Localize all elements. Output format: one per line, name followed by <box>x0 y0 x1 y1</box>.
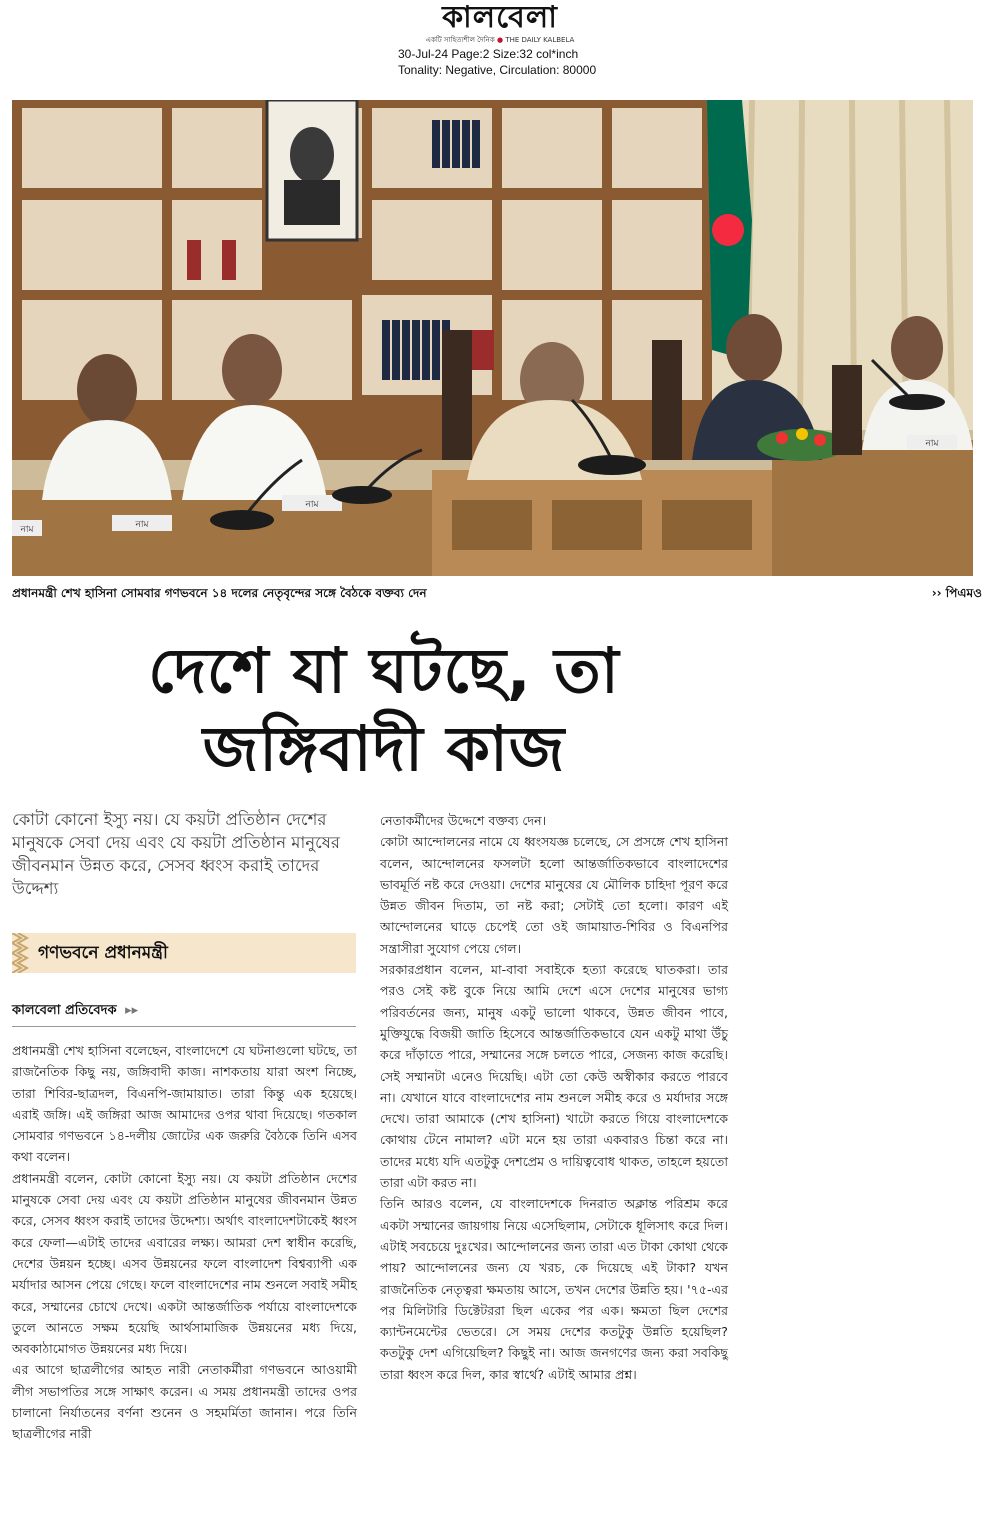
clipping-meta <box>398 46 596 78</box>
tagline-bn: একটি সাহিত্যশীল দৈনিক <box>425 36 495 44</box>
byline <box>12 1001 138 1022</box>
body-column-right <box>380 810 728 1385</box>
body-paragraph: নেতাকর্মীদের উদ্দেশে বক্তব্য দেন। <box>380 813 547 828</box>
name-plate-3: নাম <box>20 525 34 535</box>
masthead-tagline <box>380 36 620 45</box>
photo-credit: ›› পিএমও <box>931 586 982 600</box>
section-label: গণভবনে প্রধানমন্ত্রী <box>38 943 168 963</box>
headline <box>104 632 664 788</box>
name-plate-4: নাম <box>925 439 939 449</box>
byline-arrow-icon: ▸▸ <box>125 1003 139 1018</box>
body-paragraph: সরকারপ্রধান বলেন, মা-বাবা সবাইকে হত্যা করেছে ঘাতকরা। তার পরও সেই কষ্ট বুকে নিয়ে আমি দেশে এসে দেশের মানুষের ভাগ্য পরিবর্তনের জন্য, মানুষ একটু ভালো থাকবে, উন্নত জীবন পাবে, মুক্তিযুদ্ধে বিজয়ী জাতি হিসেবে আন্তর্জাতিকভাবে যেন একটু মাথা উঁচু করে দাঁড়াতে পারে, সম্মানের সঙ্গে চলতে পারে, সেজন্য কাজ করেছি। সেই সম্মানটা এনেও দিয়েছি। এটা তো কেউ অস্বীকার করতে পারবে না। যেখানে যাবে বাংলাদেশের নাম শুনলে সমীহ করে ও মর্যাদার সঙ্গে দেখে। তারা আমাকে (শেখ হাসিনা) খাটো করতে গিয়ে বাংলাদেশকে কোথায় টেনে নামাল? এটা মনে হয় তারা একবারও চিন্তা করে না। তাদের মধ্যে যদি এতটুকু দেশপ্রেম ও দায়িত্ববোধ থাকত, তাহলে হয়তো তারা এটা করত না। <box>380 962 728 1191</box>
name-plate-1: নাম <box>135 520 149 530</box>
section-label-box <box>12 933 356 973</box>
masthead <box>380 0 620 45</box>
meta-line-1: 30-Jul-24 Page:2 Size:32 col*inch <box>398 47 579 61</box>
lede: কোটা কোনো ইস্যু নয়। যে কয়টা প্রতিষ্ঠান দেশের মানুষকে সেবা দেয় এবং যে কয়টা প্রতিষ্ঠান মানুষের জীবনমান উন্নত করে, সেসব ধ্বংস করাই তাদের উদ্দেশ্য <box>12 810 340 898</box>
byline-text: কালবেলা প্রতিবেদক <box>12 1003 117 1018</box>
body-paragraph: কোটা আন্দোলনের নামে যে ধ্বংসযজ্ঞ চলেছে, সে প্রসঙ্গে শেখ হাসিনা বলেন, আন্দোলনের ফসলটা হলো আন্তর্জাতিকভাবে বাংলাদেশের ভাবমূর্তি নষ্ট করে দেওয়া। দেশের মানুষের যে মৌলিক চাহিদা পূরণ করে উন্নত জীবন দিতাম, তা নষ্ট করা; সেটাই তো হলো। কারণ এই আন্দোলনের ঘাড়ে চেপেই তো ওই জামায়াত-শিবির ও বিএনপির সন্ত্রাসীরা সুযোগ পেয়ে গেল। <box>380 834 728 956</box>
byline-divider <box>12 1026 356 1027</box>
tagline-en: THE DAILY KALBELA <box>505 36 575 44</box>
body-column-left <box>12 1040 357 1445</box>
body-paragraph: প্রধানমন্ত্রী শেখ হাসিনা বলেছেন, বাংলাদেশে যে ঘটনাগুলো ঘটছে, তা রাজনৈতিক কিছু নয়, জঙ্গিবাদী কাজ। নাশকতায় যারা অংশ নিচ্ছে, তারা শিবির-ছাত্রদল, বিএনপি-জামায়াত। তারা কিন্তু এক হয়েছে। এরাই জঙ্গি। এই জঙ্গিরা আজ আমাদের ওপর থাবা দিয়েছে। গতকাল সোমবার গণভবনে ১৪-দলীয় জোটের এক জরুরি বৈঠকে তিনি এসব কথা বলেন। <box>12 1043 357 1165</box>
news-photo <box>12 100 973 576</box>
name-plate-2: নাম <box>305 500 319 510</box>
headline-line-1: দেশে যা ঘটছে, তা <box>148 634 620 707</box>
meeting-photo-illustration <box>12 100 973 576</box>
body-paragraph: প্রধানমন্ত্রী বলেন, কোটা কোনো ইস্যু নয়। যে কয়টা প্রতিষ্ঠান দেশের মানুষকে সেবা দেয় এবং যে কয়টা প্রতিষ্ঠান মানুষের জীবনমান উন্নত করে, সেসব ধ্বংস করাই তাদের উদ্দেশ্য। অর্থাৎ বাংলাদেশটাকেই ধ্বংস করে ফেলা—এটাই তাদের এবারের লক্ষ্য। আমরা দেশ স্বাধীন করেছি, দেশের উন্নয়ন হচ্ছে। এসব উন্নয়নের ফলে বাংলাদেশ বিশ্বব্যাপী এক মর্যাদার আসন পেয়ে গেছে। ফলে বাংলাদেশের নাম শুনলে সবাই সমীহ করে, সম্মানের চোখে দেখে। একটা আন্তর্জাতিক পর্যায়ে বাংলাদেশকে তুলে আনতে সক্ষম হয়েছি আর্থসামাজিক উন্নয়নের মধ্য দিয়ে, অবকাঠামোগত উন্নয়নের মধ্য দিয়ে। <box>12 1170 357 1357</box>
zigzag-ornament-icon <box>12 933 30 973</box>
tagline-dot-icon: ● <box>496 36 504 44</box>
body-paragraph: এর আগে ছাত্রলীগের আহত নারী নেতাকর্মীরা গণভবনে আওয়ামী লীগ সভাপতির সঙ্গে সাক্ষাৎ করেন। এ সময় প্রধানমন্ত্রী তাদের ওপর চালানো নির্যাতনের বর্ণনা শুনেন ও সহমর্মিতা জানান। পরে তিনি ছাত্রলীগের নারী <box>12 1362 357 1442</box>
newspaper-logo: কালবেলা <box>442 0 558 35</box>
photo-caption: প্রধানমন্ত্রী শেখ হাসিনা সোমবার গণভবনে ১৪ দলের নেতৃবৃন্দের সঙ্গে বৈঠকে বক্তব্য দেন <box>12 586 427 600</box>
body-paragraph: তিনি আরও বলেন, যে বাংলাদেশকে দিনরাত অক্লান্ত পরিশ্রম করে একটা সম্মানের জায়গায় নিয়ে এসেছিলাম, সেটাকে ধূলিসাৎ করে দিল। এটাই সবচেয়ে দুঃখের। আন্দোলনের জন্য তারা এত টাকা কোথা থেকে পায়? আন্দোলনের জন্য যে খরচ, কে দিয়েছে এই টাকা? যখন রাজনৈতিক নেতৃত্বরা ক্ষমতায় আসে, তখন দেশের উন্নতি হয়। '৭৫-এর পর মিলিটারি ডিক্টেটররা ছিল একের পর এক। ক্ষমতা ছিল দেশের ক্যান্টনমেন্টের ভেতরে। সে সময় দেশের কতটুকু উন্নতি হয়েছিল? কতটুকু দেশ এগিয়েছিল? কিছুই না। আজ জনগণের জন্য করা সবকিছু তারা ধ্বংস করে দিল, কার স্বার্থে? এটাই আমার প্রশ্ন। <box>380 1196 728 1382</box>
headline-line-2: জঙ্গিবাদী কাজ <box>202 712 566 785</box>
photo-caption-row <box>12 585 982 605</box>
meta-line-2: Tonality: Negative, Circulation: 80000 <box>398 63 597 77</box>
